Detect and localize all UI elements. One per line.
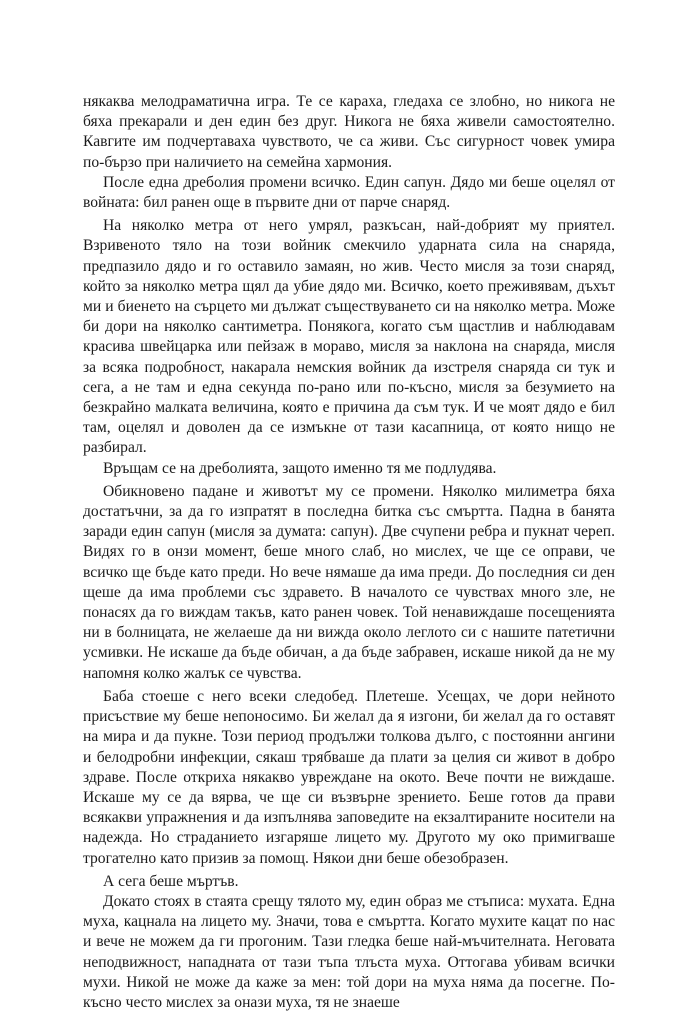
paragraph: Обикновено падане и животът му се промени. Няколко милиметра бяха достатъчни, за да го изпратят в последна битка със смъртта. Падна в банята заради един сапун (мисля за думата: сапун). Две счупени ребра и пукнат череп. Видях го в онзи момент, беше много слаб, но мислех, че ще се оправи, че всичко ще бъде като преди. Но вече нямаше да има преди. До последния си ден щеше да има проблеми със здравето. В началото се чувствах много зле, не понасях да го виждам такъв, като ранен човек. Той ненавиждаше посещенията ни в болницата, не желаеше да ни вижда около леглото си с нашите патетични усмивки. Не искаше да бъде обичан, а да бъде забравен, искаше никой да не му напомня колко жалък се чувства. [83, 482, 615, 682]
body-text [83, 92, 615, 1013]
paragraph: На няколко метра от него умрял, разкъсан, най-добрият му приятел. Взривеното тяло на този войник смекчило ударната сила на снаряда, предпазило дядо и го оставило замаян, но жив. Често мисля за този снаряд, който за няколко метра щял да убие дядо ми. Всичко, което преживявам, дъхът ми и биенето на сърцето ми дължат съществуването си на няколко метра. Може би дори на няколко сантиметра. Понякога, когато съм щастлив и наблюдавам красива швейцарка или пейзаж в мораво, мисля за наклона на снаряда, мисля за всяка подробност, накарала немския войник да изстреля снаряда си тук и сега, а не там и една секунда по-рано или по-късно, мисля за безумието на безкрайно малката величина, която е причина да съм тук. И че моят дядо е бил там, оцелял и доволен да се измъкне от тази касапница, от която нищо не разбирал. [83, 217, 615, 457]
paragraph: Докато стоях в стаята срещу тялото му, един образ ме стъписа: мухата. Една муха, кацнала на лицето му. Значи, това е смъртта. Когато мухите кацат по нас и вече не можем да ги прогоним. Тази гледка беше най-мъчителната. Неговата неподвижност, нападната от тази тъпа тлъста муха. Оттогава убивам всички мухи. Никой не може да каже за мен: той дори на муха няма да посегне. По-късно често мислех за онази муха, тя не знаеше [83, 892, 615, 1011]
paragraph: Връщам се на дреболията, защото именно тя ме подлудява. [103, 459, 497, 477]
paragraph: Баба стоеше с него всеки следобед. Плетеше. Усещах, че дори нейното присъствие му беше непоносимо. Би желал да я изгони, би желал да го оставят на мира и да пукне. Този период продължи толкова дълго, с постоянни ангини и белодробни инфекции, сякаш трябваше да плати за целия си живот в добро здраве. После откриха някакво увреждане на окото. Вече почти не виждаше. Искаше му се да вярва, че ще си възвърне зрението. Беше готов да прави всякакви упражнения и да изпълнява заповедите на екзалтираните носители на надежда. Но страданието изгаряше лицето му. Другото му око примигваше трогателно като призив за помощ. Някои дни беше обезобразен. [83, 687, 615, 867]
paragraph: А сега беше мъртъв. [103, 872, 239, 890]
paragraph: После една дреболия промени всичко. Един сапун. Дядо ми беше оцелял от войната: бил ранен още в първите дни от парче снаряд. [83, 173, 615, 212]
paragraph: някаква мелодраматична игра. Те се караха, гледаха се злобно, но никога не бяха прекарали и ден един без друг. Никога не бяха живели самостоятелно. Кавгите им подчертаваха чувството, че са живи. Със сигурност човек умира по-бързо при наличието на семейна хармония. [83, 93, 615, 171]
